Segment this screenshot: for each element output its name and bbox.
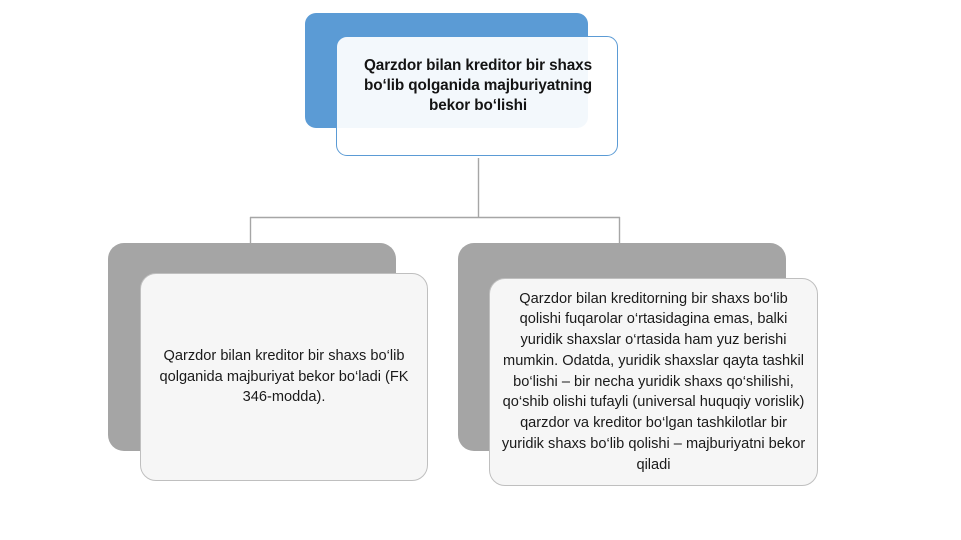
child-node-left[interactable] — [108, 243, 428, 483]
root-node-title: Qarzdor bilan kreditor bir shaxs bo‘lib qolganida majburiyatning bekor bo‘lishi — [363, 57, 593, 114]
child-node-right[interactable] — [458, 243, 818, 488]
child-node-right-text-area — [489, 278, 818, 486]
child-node-left-text-area — [140, 273, 428, 481]
root-node[interactable] — [305, 13, 620, 158]
root-node-text-area — [336, 36, 620, 158]
child-node-right-text: Qarzdor bilan kreditorning bir shaxs bo‘lib qolishi fuqarolar o‘rtasidagina emas, balki yuridik shaxslar o‘rtasida ham yuz berishi mumkin. Odatda, yuridik shaxslar qayta tashkil bo‘lishi – bir necha yuridik shaxs qo‘shilishi, qo‘shib olishi tufayli (universal huquqiy vorislik) qarzdor va kreditor bo‘lgan tashkilotlar bir yuridik shaxs bo‘lib qolishi – majburiyatni bekor qiladi — [501, 290, 806, 473]
child-node-left-text: Qarzdor bilan kreditor bir shaxs bo‘lib qolganida majburiyat bekor bo‘ladi (FK 346-modda). — [159, 347, 409, 406]
